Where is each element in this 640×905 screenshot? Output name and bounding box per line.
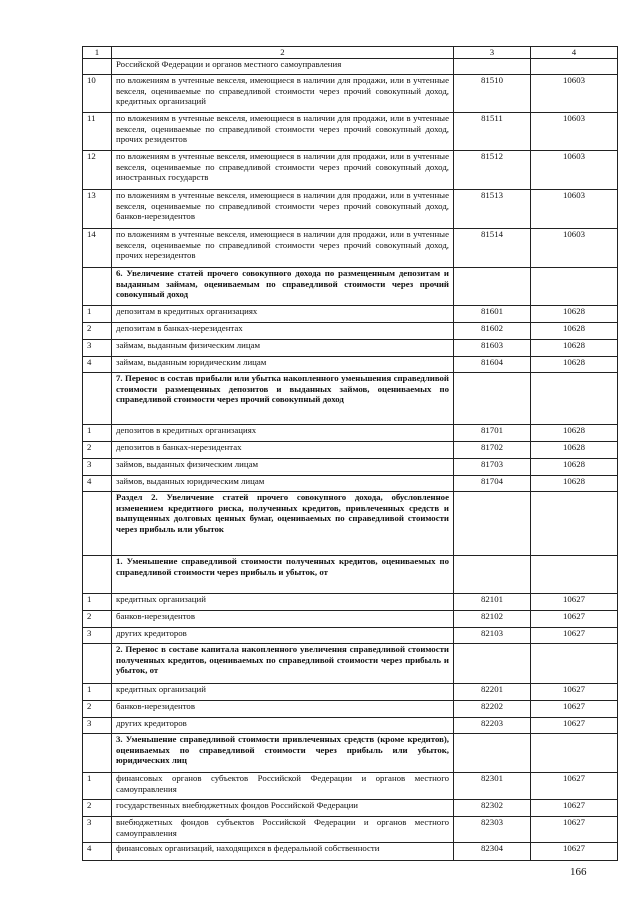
- row-description: финансовых органов субъектов Российской Федерации и органов местного самоуправления: [112, 773, 454, 800]
- header-col-3: 3: [454, 47, 531, 59]
- symbol-code: 10603: [531, 151, 618, 190]
- account-number: 81704: [454, 476, 531, 492]
- row-number: 3: [83, 340, 112, 357]
- row-description: банков-нерезидентов: [112, 611, 454, 628]
- account-number: 81604: [454, 357, 531, 373]
- symbol-code: 10628: [531, 306, 618, 323]
- row-description: депозитов в кредитных организациях: [112, 425, 454, 442]
- account-number: 81601: [454, 306, 531, 323]
- symbol-code: [531, 734, 618, 773]
- section-heading-row: [83, 268, 618, 306]
- row-number: 3: [83, 628, 112, 644]
- row-number: 3: [83, 817, 112, 843]
- row-number: 2: [83, 701, 112, 718]
- symbol-code: 10627: [531, 843, 618, 861]
- row-description: займов, выданных физическим лицам: [112, 459, 454, 476]
- account-number: 82103: [454, 628, 531, 644]
- symbol-code: 10627: [531, 800, 618, 817]
- symbol-code: 10603: [531, 190, 618, 229]
- symbol-code: 10603: [531, 75, 618, 113]
- row-number: 11: [83, 113, 112, 151]
- symbol-code: 10627: [531, 718, 618, 734]
- account-number: [454, 734, 531, 773]
- symbol-code: [531, 373, 618, 425]
- row-number: 1: [83, 684, 112, 701]
- row-description: других кредиторов: [112, 628, 454, 644]
- table-row: [83, 701, 618, 718]
- row-description: по вложениям в учтенные векселя, имеющиеся в наличии для продажи, или в учтенные векселя, оцениваемые по справедливой стоимости через прочий совокупный доход, прочих нерезидентов: [112, 229, 454, 268]
- account-number: 82102: [454, 611, 531, 628]
- account-number: 81513: [454, 190, 531, 229]
- account-number: [454, 268, 531, 306]
- symbol-code: 10627: [531, 773, 618, 800]
- page-number: 166: [570, 866, 587, 878]
- row-number: [83, 492, 112, 556]
- symbol-code: 10628: [531, 442, 618, 459]
- section-heading-row: [83, 492, 618, 556]
- account-number: 82303: [454, 817, 531, 843]
- row-description: по вложениям в учтенные векселя, имеющиеся в наличии для продажи, или в учтенные векселя, оцениваемые по справедливой стоимости через прочий совокупный доход, банков-нерезидентов: [112, 190, 454, 229]
- table-row: [83, 59, 618, 75]
- table-row: [83, 476, 618, 492]
- symbol-code: 10627: [531, 701, 618, 718]
- section-heading: 6. Увеличение статей прочего совокупного дохода по размещенным депозитам и выданным займам, оцениваемым по справедливой стоимости через прочий совокупный доход: [112, 268, 454, 306]
- table-row: [83, 442, 618, 459]
- table-row: [83, 843, 618, 861]
- row-number: 2: [83, 442, 112, 459]
- table-row: [83, 306, 618, 323]
- row-number: [83, 556, 112, 594]
- row-description: банков-нерезидентов: [112, 701, 454, 718]
- header-col-2: 2: [112, 47, 454, 59]
- section-heading-row: [83, 734, 618, 773]
- symbol-code: 10627: [531, 817, 618, 843]
- table-row: [83, 800, 618, 817]
- row-description: кредитных организаций: [112, 684, 454, 701]
- account-number: 81702: [454, 442, 531, 459]
- account-number: 81701: [454, 425, 531, 442]
- table-row: [83, 459, 618, 476]
- account-number: 81703: [454, 459, 531, 476]
- account-number: [454, 492, 531, 556]
- account-number: [454, 556, 531, 594]
- account-number: 81514: [454, 229, 531, 268]
- symbol-code: [531, 59, 618, 75]
- account-number: [454, 644, 531, 684]
- row-description: по вложениям в учтенные векселя, имеющиеся в наличии для продажи, или в учтенные векселя, оцениваемые по справедливой стоимости через прочий совокупный доход, иностранных государств: [112, 151, 454, 190]
- account-number: [454, 59, 531, 75]
- table-header-row: [83, 47, 618, 59]
- row-number: 4: [83, 357, 112, 373]
- table-row: [83, 229, 618, 268]
- table-row: [83, 684, 618, 701]
- table-row: [83, 611, 618, 628]
- symbol-code: [531, 268, 618, 306]
- header-col-4: 4: [531, 47, 618, 59]
- account-number: 81602: [454, 323, 531, 340]
- row-description: по вложениям в учтенные векселя, имеющиеся в наличии для продажи, или в учтенные векселя, оцениваемые по справедливой стоимости через прочий совокупный доход, прочих резидентов: [112, 113, 454, 151]
- row-number: [83, 268, 112, 306]
- header-col-1: 1: [83, 47, 112, 59]
- row-number: 2: [83, 323, 112, 340]
- table-row: [83, 323, 618, 340]
- section-heading: Раздел 2. Увеличение статей прочего совокупного дохода, обусловленное изменением кредитного риска, полученных кредитов, привлеченных средств и выпущенных долговых ценных бумаг, оцениваемых по справедливой стоимости через прибыль или убыток: [112, 492, 454, 556]
- table-row: [83, 75, 618, 113]
- row-description: депозитов в банках-нерезидентах: [112, 442, 454, 459]
- row-description: по вложениям в учтенные векселя, имеющиеся в наличии для продажи, или в учтенные векселя, оцениваемые по справедливой стоимости через прочий совокупный доход, кредитных организаций: [112, 75, 454, 113]
- section-heading: 7. Перенос в состав прибыли или убытка накопленного уменьшения справедливой стоимости размещенных депозитов и выданных займов, оцениваемых по справедливой стоимости через прочий совокупный доход: [112, 373, 454, 425]
- row-number: 13: [83, 190, 112, 229]
- symbol-code: 10628: [531, 459, 618, 476]
- row-number: [83, 59, 112, 75]
- row-number: [83, 373, 112, 425]
- row-number: 1: [83, 773, 112, 800]
- symbol-code: 10628: [531, 357, 618, 373]
- table-row: [83, 817, 618, 843]
- row-number: 4: [83, 476, 112, 492]
- row-number: 14: [83, 229, 112, 268]
- table-row: [83, 340, 618, 357]
- symbol-code: [531, 644, 618, 684]
- row-number: 3: [83, 459, 112, 476]
- row-number: 1: [83, 306, 112, 323]
- row-description: кредитных организаций: [112, 594, 454, 611]
- table-row: [83, 190, 618, 229]
- account-number: 81512: [454, 151, 531, 190]
- row-description: займам, выданным физическим лицам: [112, 340, 454, 357]
- account-number: 81603: [454, 340, 531, 357]
- row-description: внебюджетных фондов субъектов Российской Федерации и органов местного самоуправления: [112, 817, 454, 843]
- account-number: 82304: [454, 843, 531, 861]
- row-description: займов, выданных юридическим лицам: [112, 476, 454, 492]
- section-heading-row: [83, 556, 618, 594]
- account-number: 82302: [454, 800, 531, 817]
- symbol-code: 10628: [531, 340, 618, 357]
- symbol-code: 10628: [531, 323, 618, 340]
- table-row: [83, 113, 618, 151]
- table-row: [83, 357, 618, 373]
- account-number: 82301: [454, 773, 531, 800]
- table-row: [83, 594, 618, 611]
- row-number: 3: [83, 718, 112, 734]
- row-description: депозитам в банках-нерезидентах: [112, 323, 454, 340]
- table-row: [83, 425, 618, 442]
- row-description: займам, выданным юридическим лицам: [112, 357, 454, 373]
- row-number: 10: [83, 75, 112, 113]
- row-number: [83, 644, 112, 684]
- table-row: [83, 718, 618, 734]
- row-description: государственных внебюджетных фондов Российской Федерации: [112, 800, 454, 817]
- section-heading: 2. Перенос в составе капитала накопленного увеличения справедливой стоимости полученных кредитов, оцениваемых по справедливой стоимости через прибыль и убыток, от: [112, 644, 454, 684]
- row-number: 12: [83, 151, 112, 190]
- account-number: 82101: [454, 594, 531, 611]
- symbol-code: 10628: [531, 425, 618, 442]
- account-number: 81511: [454, 113, 531, 151]
- symbol-code: 10603: [531, 229, 618, 268]
- row-number: 1: [83, 425, 112, 442]
- symbol-code: 10627: [531, 684, 618, 701]
- symbol-code: 10627: [531, 594, 618, 611]
- account-number: 82202: [454, 701, 531, 718]
- account-number: 82203: [454, 718, 531, 734]
- section-heading: 1. Уменьшение справедливой стоимости полученных кредитов, оцениваемых по справедливой стоимости через прибыль и убыток, от: [112, 556, 454, 594]
- row-description: Российской Федерации и органов местного самоуправления: [112, 59, 454, 75]
- row-description: депозитам в кредитных организациях: [112, 306, 454, 323]
- table-row: [83, 151, 618, 190]
- account-number: 81510: [454, 75, 531, 113]
- account-number: 82201: [454, 684, 531, 701]
- accounts-table: [82, 46, 618, 861]
- symbol-code: 10628: [531, 476, 618, 492]
- row-number: 4: [83, 843, 112, 861]
- row-description: других кредиторов: [112, 718, 454, 734]
- row-number: 2: [83, 611, 112, 628]
- symbol-code: 10627: [531, 628, 618, 644]
- section-heading: 3. Уменьшение справедливой стоимости привлеченных средств (кроме кредитов), оцениваемых по справедливой стоимости через прибыль или убыток, юридических лиц: [112, 734, 454, 773]
- row-number: 1: [83, 594, 112, 611]
- symbol-code: [531, 556, 618, 594]
- row-number: [83, 734, 112, 773]
- table-row: [83, 773, 618, 800]
- account-number: [454, 373, 531, 425]
- row-number: 2: [83, 800, 112, 817]
- row-description: финансовых организаций, находящихся в федеральной собственности: [112, 843, 454, 861]
- table-row: [83, 628, 618, 644]
- section-heading-row: [83, 644, 618, 684]
- symbol-code: 10627: [531, 611, 618, 628]
- section-heading-row: [83, 373, 618, 425]
- table-body: [83, 47, 618, 861]
- symbol-code: 10603: [531, 113, 618, 151]
- symbol-code: [531, 492, 618, 556]
